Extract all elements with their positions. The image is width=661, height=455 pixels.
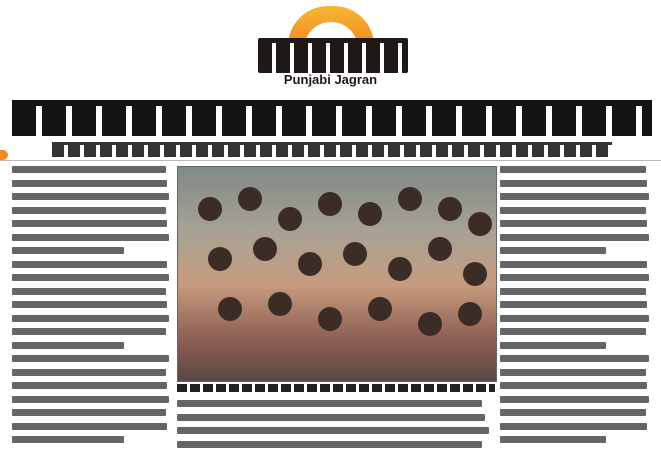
text-line xyxy=(500,409,646,416)
text-line xyxy=(12,274,169,281)
text-line xyxy=(500,220,647,227)
text-line xyxy=(500,247,606,254)
person-figure xyxy=(438,197,462,221)
text-line xyxy=(500,301,647,308)
text-line xyxy=(12,409,166,416)
text-line xyxy=(500,355,649,362)
text-line xyxy=(177,427,489,434)
logo-roman-text: Punjabi Jagran xyxy=(283,72,378,87)
text-line xyxy=(500,342,606,349)
text-line xyxy=(500,193,649,200)
masthead xyxy=(0,0,661,92)
text-line xyxy=(12,342,124,349)
orange-marker xyxy=(0,150,8,160)
person-figure xyxy=(268,292,292,316)
person-figure xyxy=(388,257,412,281)
news-photo xyxy=(177,166,497,382)
text-line xyxy=(12,220,167,227)
text-line xyxy=(177,400,482,407)
person-figure xyxy=(368,297,392,321)
text-line xyxy=(12,436,124,443)
person-figure xyxy=(458,302,482,326)
person-figure xyxy=(208,247,232,271)
text-line xyxy=(12,328,166,335)
text-line xyxy=(500,436,606,443)
person-figure xyxy=(278,207,302,231)
text-line xyxy=(500,261,647,268)
text-line xyxy=(12,166,166,173)
person-figure xyxy=(218,297,242,321)
text-line xyxy=(12,261,167,268)
text-line xyxy=(12,396,169,403)
text-line xyxy=(500,315,649,322)
text-line xyxy=(12,382,167,389)
person-figure xyxy=(398,187,422,211)
text-line xyxy=(177,414,485,421)
person-figure xyxy=(468,212,492,236)
text-line xyxy=(12,301,167,308)
person-figure xyxy=(358,202,382,226)
text-line xyxy=(177,441,482,448)
text-line xyxy=(500,180,647,187)
text-line xyxy=(500,423,647,430)
text-line xyxy=(12,288,166,295)
logo-script-mark xyxy=(258,38,408,73)
person-figure xyxy=(253,237,277,261)
text-line xyxy=(500,382,647,389)
text-line xyxy=(12,315,169,322)
text-line xyxy=(500,328,646,335)
text-line xyxy=(500,396,649,403)
text-line xyxy=(12,180,167,187)
person-figure xyxy=(318,192,342,216)
text-line xyxy=(500,288,646,295)
text-line xyxy=(500,274,649,281)
text-line xyxy=(500,207,646,214)
divider xyxy=(0,160,661,161)
person-figure xyxy=(343,242,367,266)
person-figure xyxy=(238,187,262,211)
text-line xyxy=(500,234,649,241)
text-line xyxy=(500,166,646,173)
text-line xyxy=(12,369,166,376)
headline-block xyxy=(12,100,652,136)
person-figure xyxy=(298,252,322,276)
text-line xyxy=(12,355,169,362)
text-line xyxy=(12,423,167,430)
person-figure xyxy=(463,262,487,286)
text-line xyxy=(12,207,166,214)
person-figure xyxy=(428,237,452,261)
right-column-text xyxy=(500,166,652,450)
text-line xyxy=(12,234,169,241)
text-line xyxy=(500,369,646,376)
photo-caption xyxy=(177,384,495,392)
center-bottom-text xyxy=(177,400,495,454)
subheadline-block xyxy=(52,142,612,157)
text-line xyxy=(12,193,169,200)
person-figure xyxy=(418,312,442,336)
left-column-text xyxy=(12,166,172,450)
person-figure xyxy=(198,197,222,221)
text-line xyxy=(12,247,124,254)
person-figure xyxy=(318,307,342,331)
